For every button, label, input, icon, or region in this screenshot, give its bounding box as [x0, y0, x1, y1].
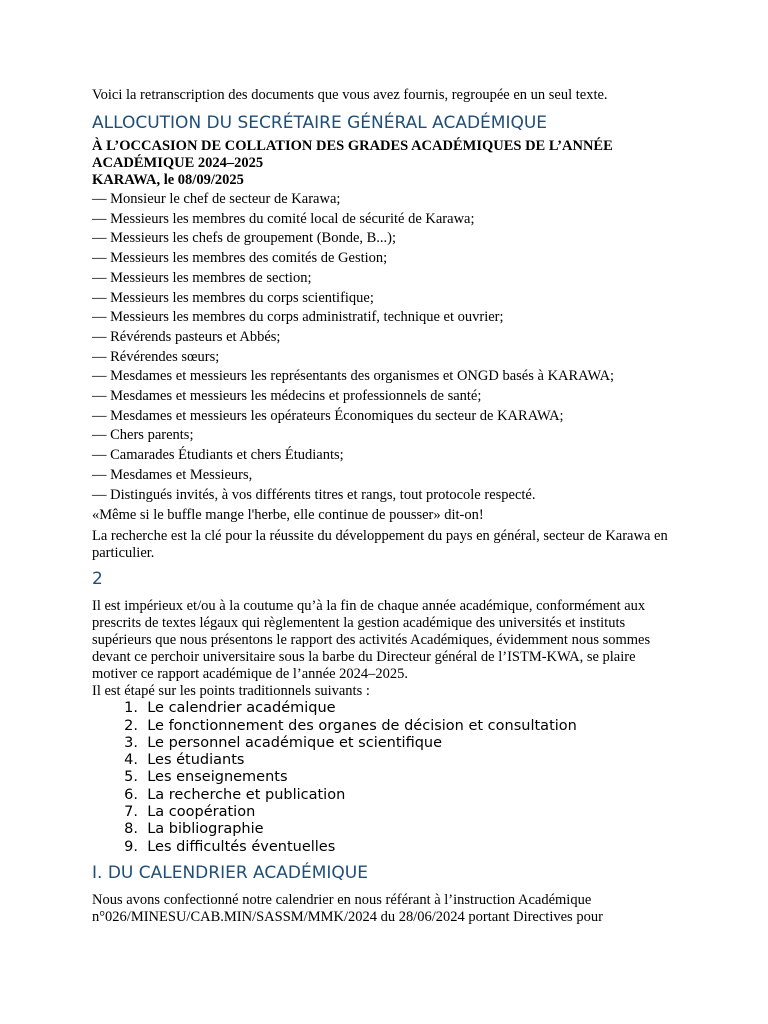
list-item	[92, 787, 677, 804]
item-number: 3.	[124, 734, 138, 751]
list-item: — Mesdames et messieurs les représentants des organismes et ONGD basés à KARAWA;	[92, 368, 615, 385]
list-item: — Monsieur le chef de secteur de Karawa;	[92, 191, 341, 207]
salutations-list	[92, 190, 677, 505]
list-item: — Messieurs les membres du corps administratif, technique et ouvrier;	[92, 309, 504, 326]
list-item: — Messieurs les chefs de groupement (Bonde, B...);	[92, 230, 397, 247]
section-heading: I. DU CALENDRIER ACADÉMIQUE	[92, 862, 368, 883]
item-number: 2.	[124, 717, 138, 734]
item-text: Les difficultés éventuelles	[147, 838, 336, 855]
item-text: Les étudiants	[147, 752, 245, 769]
list-item: — Messieurs les membres de section;	[92, 269, 312, 286]
item-text: Le personnel académique et scientifique	[147, 734, 443, 751]
list-item: — Messieurs les membres du comité local de sécurité de Karawa;	[92, 210, 475, 227]
points-intro: Il est étapé sur les points traditionnels suivants :	[92, 683, 370, 700]
list-item	[92, 735, 677, 752]
item-text: Les enseignements	[147, 769, 288, 786]
item-text: Le calendrier académique	[147, 700, 336, 717]
list-item	[92, 769, 677, 786]
page-number: 2	[92, 569, 103, 590]
section-paragraph: Nous avons confectionné notre calendrier en nous référant à l’instruction Académique n°026/MINESU/CAB.MIN/SASSM/MMK/2024 du 28/06/2024 portant Directives pour	[92, 891, 603, 925]
document-subtitle: À L’OCCASION DE COLLATION DES GRADES ACADÉMIQUES DE L’ANNÉE ACADÉMIQUE 2024–2025	[92, 138, 613, 171]
research-paragraph: La recherche est la clé pour la réussite du développement du pays en général, secteur de Karawa en particulier.	[92, 528, 668, 562]
intro-text: Voici la retranscription des documents que vous avez fournis, regroupée en un seul texte.	[92, 87, 608, 103]
list-item	[92, 839, 677, 856]
list-item	[92, 752, 677, 769]
list-item: — Révérends pasteurs et Abbés;	[92, 328, 281, 345]
list-item: — Mesdames et messieurs les médecins et professionnels de santé;	[92, 388, 482, 405]
list-item: — Distingués invités, à vos différents titres et rangs, tout protocole respecté.	[92, 486, 536, 503]
list-item: — Mesdames et messieurs les opérateurs Économiques du secteur de KARAWA;	[92, 407, 564, 424]
item-number: 6.	[124, 786, 138, 803]
item-number: 1.	[124, 700, 138, 717]
item-number: 4.	[124, 752, 138, 769]
points-list	[92, 700, 677, 856]
list-item	[92, 718, 677, 735]
list-item: — Révérendes sœurs;	[92, 348, 220, 365]
list-item	[92, 700, 677, 717]
list-item	[92, 804, 677, 821]
list-item: — Camarades Étudiants et chers Étudiants;	[92, 447, 344, 464]
proverb-quote: «Même si le buffle mange l'herbe, elle continue de pousser» dit-on!	[92, 507, 484, 524]
item-number: 7.	[124, 804, 138, 821]
item-text: La bibliographie	[147, 821, 264, 838]
item-text: Le fonctionnement des organes de décision et consultation	[147, 717, 577, 734]
item-number: 8.	[124, 821, 138, 838]
item-number: 5.	[124, 769, 138, 786]
item-text: La coopération	[147, 804, 256, 821]
place-date: KARAWA, le 08/09/2025	[92, 172, 244, 188]
item-number: 9.	[124, 838, 138, 855]
body-paragraph: Il est impérieux et/ou à la coutume qu’à la fin de chaque année académique, conformément aux prescrits de textes légaux qui règlementent la gestion académique des universités et instituts supérieurs que nous présentons le rapport des activités Académiques, évidemment nous sommes devant ce perchoir universitaire sous la barbe du Directeur général de l’ISTM-KWA, se plaire motiver ce rapport académique de l’année 2024–2025.	[92, 598, 651, 683]
list-item: — Mesdames et Messieurs,	[92, 466, 253, 483]
item-text: La recherche et publication	[147, 786, 346, 803]
document-content	[92, 86, 677, 926]
list-item	[92, 821, 677, 838]
document-heading: ALLOCUTION DU SECRÉTAIRE GÉNÉRAL ACADÉMIQUE	[92, 113, 548, 133]
list-item: — Messieurs les membres des comités de Gestion;	[92, 250, 388, 267]
list-item: — Chers parents;	[92, 427, 194, 444]
list-item: — Messieurs les membres du corps scientifique;	[92, 289, 374, 306]
